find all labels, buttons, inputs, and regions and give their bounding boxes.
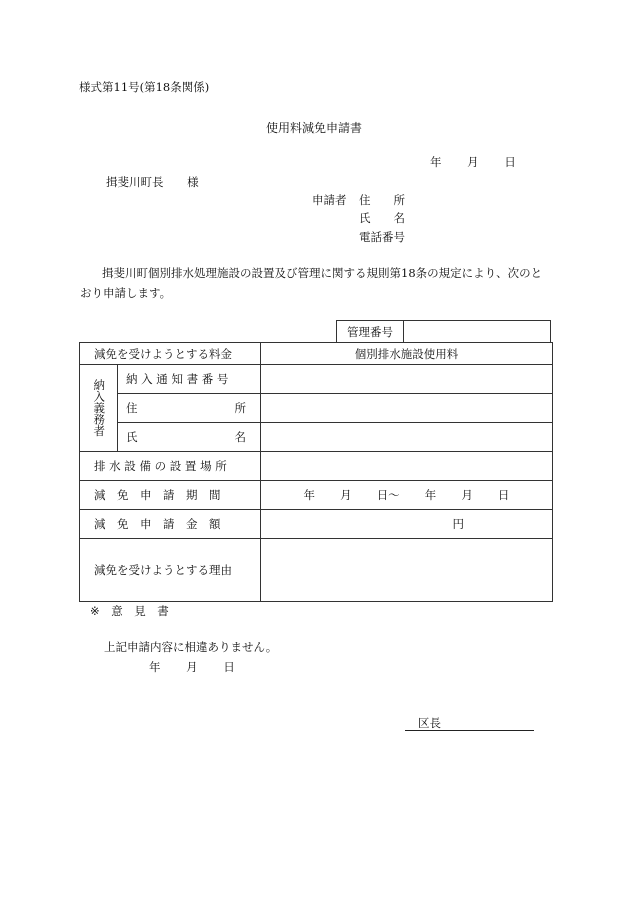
- opinion-line: [90, 606, 169, 618]
- applicant-name-label: 氏 名: [359, 211, 405, 225]
- management-number-label: 管理番号: [337, 321, 404, 342]
- addressee: [106, 177, 199, 189]
- reason-label: 減免を受けようとする理由: [80, 539, 261, 602]
- reason-field[interactable]: [261, 539, 553, 602]
- payer-address-label-a: 住: [126, 401, 138, 415]
- amount-label: 減 免 申 請 金 額: [80, 510, 261, 539]
- application-table: [79, 342, 553, 602]
- addressee-honorific: 様: [187, 175, 199, 189]
- confirmation-day: 日: [223, 660, 235, 674]
- management-number-field[interactable]: [404, 321, 550, 342]
- confirmation-date: [149, 662, 235, 674]
- payer-name-field[interactable]: [261, 423, 553, 452]
- addressee-name: 揖斐川町長: [106, 175, 164, 189]
- table-row: [80, 510, 553, 539]
- amount-unit: 円: [452, 517, 464, 531]
- form-id: 様式第11号(第18条関係): [79, 80, 210, 94]
- date-month: 月: [467, 155, 479, 169]
- amount-field[interactable]: [261, 510, 553, 539]
- table-row: [80, 423, 553, 452]
- confirmation-year: 年: [149, 660, 161, 674]
- payer-name-label-a: 氏: [126, 430, 138, 444]
- applicant-label: 申請者: [312, 193, 347, 207]
- fee-label: 減免を受けようとする料金: [80, 343, 261, 365]
- notice-number-field[interactable]: [261, 365, 553, 394]
- period-end-day: 日: [497, 488, 510, 502]
- period-start-day: 日〜: [376, 488, 400, 502]
- table-row: [80, 481, 553, 510]
- period-label: 減 免 申 請 期 間: [80, 481, 261, 510]
- payer-name-label-cell: [118, 423, 261, 452]
- applicant-phone-label: 電話番号: [359, 230, 405, 244]
- notice-number-label: 納 入 通 知 書 番 号: [118, 365, 261, 394]
- period-field[interactable]: [261, 481, 553, 510]
- management-number-box: [336, 320, 551, 342]
- payer-name-label-b: 名: [234, 430, 246, 444]
- table-row: [80, 394, 553, 423]
- payer-group-cell: [80, 365, 118, 452]
- date-day: 日: [504, 155, 516, 169]
- confirmation-month: 月: [186, 660, 198, 674]
- payer-address-field[interactable]: [261, 394, 553, 423]
- body-text-line2: おり申請します。: [80, 286, 172, 300]
- facility-location-field[interactable]: [261, 452, 553, 481]
- table-row: [80, 452, 553, 481]
- date-year: 年: [430, 155, 442, 169]
- date-line: [430, 157, 516, 169]
- confirmation-text: 上記申請内容に相違ありません。: [104, 640, 278, 654]
- opinion-label: 意 見 書: [111, 604, 169, 618]
- payer-address-label-b: 所: [234, 401, 246, 415]
- page-title: 使用料減免申請書: [266, 121, 363, 135]
- ward-head-signature-line[interactable]: [405, 716, 534, 731]
- ward-head-label: 区長: [418, 716, 441, 730]
- payer-address-label-cell: [118, 394, 261, 423]
- opinion-mark: ※: [90, 604, 100, 618]
- applicant-address-label: 住 所: [359, 193, 405, 207]
- table-row: [80, 539, 553, 602]
- fee-value: 個別排水施設使用料: [261, 343, 553, 365]
- table-row: [80, 365, 553, 394]
- table-row: [80, 343, 553, 365]
- period-end-month: 月: [461, 488, 473, 502]
- period-start-year: 年: [303, 488, 316, 502]
- payer-group-label: 納入義務者: [92, 379, 107, 437]
- body-text-line1: 揖斐川町個別排水処理施設の設置及び管理に関する規則第18条の規定により、次のと: [102, 266, 543, 280]
- period-end-year: 年: [424, 488, 437, 502]
- period-start-month: 月: [340, 488, 352, 502]
- facility-location-label: 排 水 設 備 の 設 置 場 所: [80, 452, 261, 481]
